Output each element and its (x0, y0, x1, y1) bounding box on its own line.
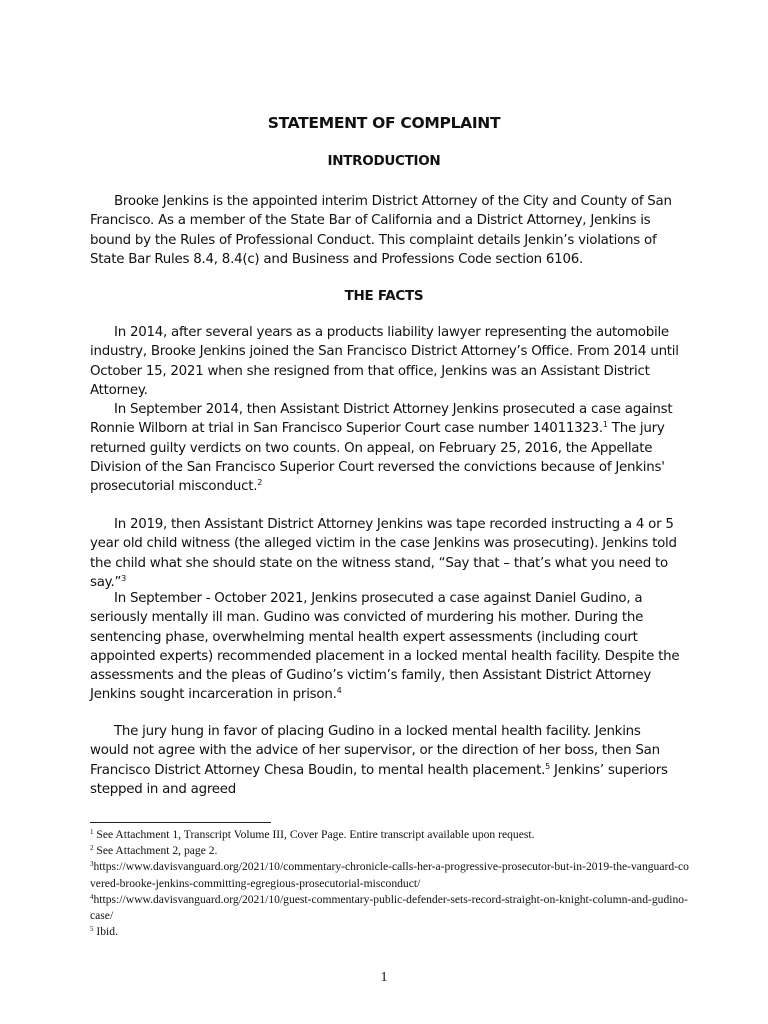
footnote-number: 5 (90, 925, 94, 934)
footnote-3 (90, 859, 690, 891)
paragraph-text: Jenkins’ superiors stepped in and agreed (90, 762, 668, 797)
paragraph: In 2014, after several years as a products liability lawyer representing the automobile industry, Brooke Jenkins joined the San Francisco District Attorney’s Office. From 2014 until October 15, 2021 when she resigned from that office, Jenkins was an Assistant District Attorney. (90, 325, 679, 398)
paragraph-text: In 2019, then Assistant District Attorney Jenkins was tape recorded instructing a 4 or 5 year old child witness (the alleged victim in the case Jenkins was prosecuting). Jenkins told the child what she should state on the witness stand, “Say that – that’s what you need to say.” (90, 517, 677, 590)
section-heading-introduction: INTRODUCTION (327, 153, 441, 169)
footnote-number: 4 (90, 892, 94, 901)
introduction-body (90, 192, 682, 269)
footnote-number: 2 (90, 844, 94, 853)
paragraph (90, 400, 682, 496)
footnote-4 (90, 892, 690, 924)
footnote-link[interactable]: https://www.davisvanguard.org/2021/10/commentary-chronicle-calls-her-a-progressive-prosecutor-but-in-2019-the-vanguard-covered-brooke-jenkins-committing-egregious-prosecutorial-misconduct/ (90, 860, 689, 890)
paragraph-text: The jury returned guilty verdicts on two counts. On appeal, on February 25, 2016, the Appellate Division of the San Francisco Superior Court reversed the convictions because of Jenkins' prosecutorial misconduct. (90, 421, 665, 495)
footnote-ref: 1 (602, 420, 608, 430)
footnote-2 (90, 843, 690, 859)
footnote-ref: 4 (336, 686, 342, 696)
footnotes (90, 827, 690, 940)
footnote-text: Ibid. (93, 925, 118, 939)
paragraph (90, 722, 682, 799)
footnote-ref: 3 (121, 573, 126, 583)
paragraph-text: In September 2014, then Assistant District Attorney Jenkins prosecuted a case against Ronnie Wilborn at trial in San Francisco Superior Court case number 14011323. (90, 402, 673, 437)
footnote-divider (90, 822, 271, 823)
paragraph-text: In September - October 2021, Jenkins prosecuted a case against Daniel Gudino, a seriously mentally ill man. Gudino was convicted of murdering his mother. During the sentencing phase, overwhelming mental health expert assessments (including court appointed experts) recommended placement in a locked mental health facility. Despite the assessments and the pleas of Gudino’s victim’s family, then Assistant District Attorney Jenkins sought incarceration in prison. (90, 591, 680, 703)
footnote-ref: 2 (257, 478, 263, 488)
facts-paragraph-4 (90, 589, 682, 705)
section-heading-facts: THE FACTS (344, 288, 424, 304)
facts-paragraph-1 (90, 323, 682, 400)
document-title: STATEMENT OF COMPLAINT (267, 114, 501, 132)
page-number: 1 (380, 970, 388, 985)
footnote-1 (90, 827, 690, 843)
paragraph (90, 515, 682, 592)
paragraph-text: The jury hung in favor of placing Gudino in a locked mental health facility. Jenkins would not agree with the advice of her supervisor, or the direction of her boss, then San Francisco District Attorney Chesa Boudin, to mental health placement. (90, 724, 660, 778)
paragraph: Brooke Jenkins is the appointed interim District Attorney of the City and County of San Francisco. As a member of the State Bar of California and a District Attorney, Jenkins is bound by the Rules of Professional Conduct. This complaint details Jenkin’s violations of State Bar Rules 8.4, 8.4(c) and Business and Professions Code section 6106. (90, 194, 672, 267)
footnote-5 (90, 924, 690, 940)
footnote-link[interactable]: https://www.davisvanguard.org/2021/10/guest-commentary-public-defender-sets-record-straight-on-knight-column-and-gudino-case/ (90, 892, 688, 923)
footnote-ref: 5 (545, 761, 550, 771)
paragraph (90, 589, 682, 705)
footnote-text: See Attachment 2, page 2. (93, 844, 218, 858)
facts-paragraph-3 (90, 515, 682, 592)
facts-paragraph-5 (90, 722, 682, 799)
footnote-number: 1 (90, 828, 94, 836)
footnote-number: 3 (90, 860, 94, 869)
footnote-text: See Attachment 1, Transcript Volume III, Cover Page. Entire transcript available upon request. (93, 828, 535, 841)
facts-paragraph-2 (90, 400, 682, 496)
